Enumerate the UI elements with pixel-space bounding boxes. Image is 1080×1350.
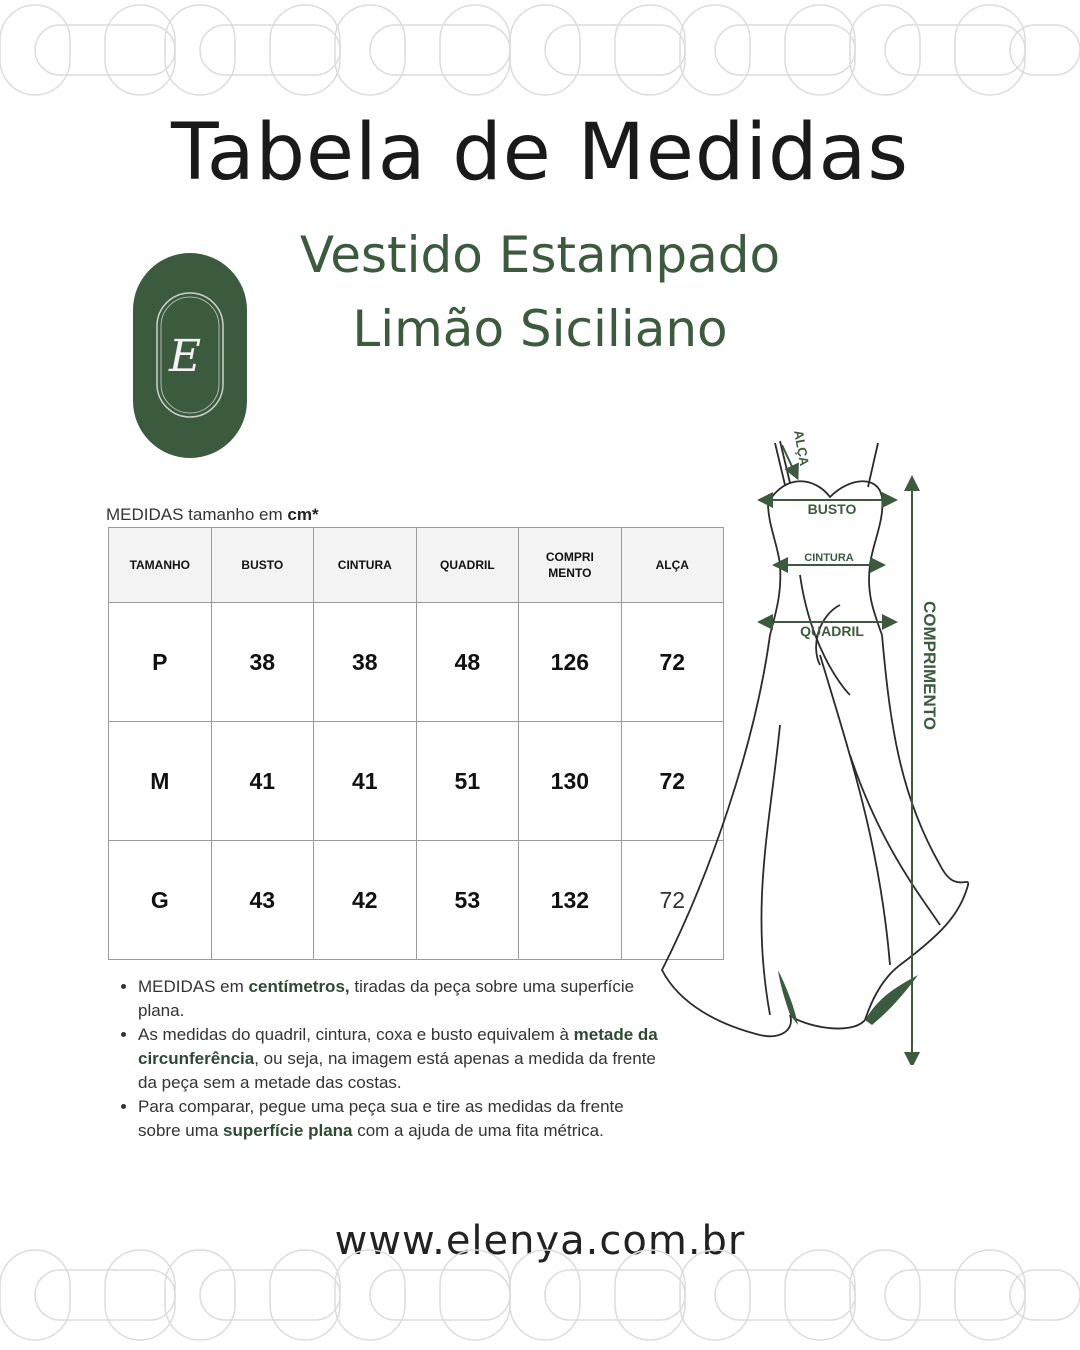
busto-cell: 41	[211, 722, 313, 841]
cintura-cell: 42	[314, 841, 417, 960]
dress-shading	[778, 970, 918, 1025]
label-comprimento: COMPRIMENTO	[920, 601, 939, 731]
cintura-cell: 38	[314, 603, 417, 722]
alca-cell: 72	[621, 841, 723, 960]
comprimento-cell: 130	[519, 722, 621, 841]
size-table	[108, 527, 724, 960]
header-alca: ALÇA	[621, 528, 723, 603]
product-name-line1: Vestido Estampado	[299, 226, 781, 284]
table-row	[109, 603, 724, 722]
decorative-chain-top	[0, 0, 1080, 100]
svg-text:E: E	[168, 331, 202, 382]
page-title: Tabela de Medidas	[170, 108, 909, 198]
label-busto: BUSTO	[807, 501, 857, 517]
table-row	[109, 722, 724, 841]
monogram-e-icon	[133, 253, 247, 458]
note-item: • MEDIDAS em centímetros, tiradas da peça sobre uma superfície plana.	[138, 975, 658, 1023]
table-row	[109, 841, 724, 960]
busto-cell: 38	[211, 603, 313, 722]
size-cell: P	[109, 603, 212, 722]
decorative-chain-bottom	[0, 1245, 1080, 1345]
quadril-cell: 53	[416, 841, 519, 960]
header-cintura: CINTURA	[314, 528, 417, 603]
header-comprimento: COMPRI MENTO	[519, 528, 621, 603]
note-item: • Para comparar, pegue uma peça sua e tire as medidas da frente sobre uma superfície plana com a ajuda de uma fita métrica.	[138, 1095, 658, 1143]
note-item: • As medidas do quadril, cintura, coxa e busto equivalem à metade da circunferência, ou seja, na imagem está apenas a medida da frente da peça sem a metade das costas.	[138, 1023, 658, 1095]
label-cintura: CINTURA	[804, 552, 854, 564]
quadril-cell: 51	[416, 722, 519, 841]
dress-outline	[662, 441, 968, 1036]
measurement-notes	[118, 975, 658, 1143]
website-url[interactable]: www.elenya.com.br	[334, 1218, 746, 1264]
header-quadril: QUADRIL	[416, 528, 519, 603]
header-tamanho: TAMANHO	[109, 528, 212, 603]
size-cell: G	[109, 841, 212, 960]
product-name-line2: Limão Siciliano	[352, 300, 728, 358]
table-header-row	[109, 528, 724, 603]
header-busto: BUSTO	[211, 528, 313, 603]
comprimento-cell: 132	[519, 841, 621, 960]
size-cell: M	[109, 722, 212, 841]
table-caption: MEDIDAS tamanho em cm*	[106, 505, 319, 524]
busto-cell: 43	[211, 841, 313, 960]
alca-cell: 72	[621, 722, 723, 841]
comprimento-cell: 126	[519, 603, 621, 722]
label-alca: ALÇA	[791, 428, 813, 468]
alca-cell: 72	[621, 603, 723, 722]
label-quadril: QUADRIL	[800, 623, 864, 639]
cintura-cell: 41	[314, 722, 417, 841]
quadril-cell: 48	[416, 603, 519, 722]
dress-measurement-diagram	[650, 425, 980, 1065]
